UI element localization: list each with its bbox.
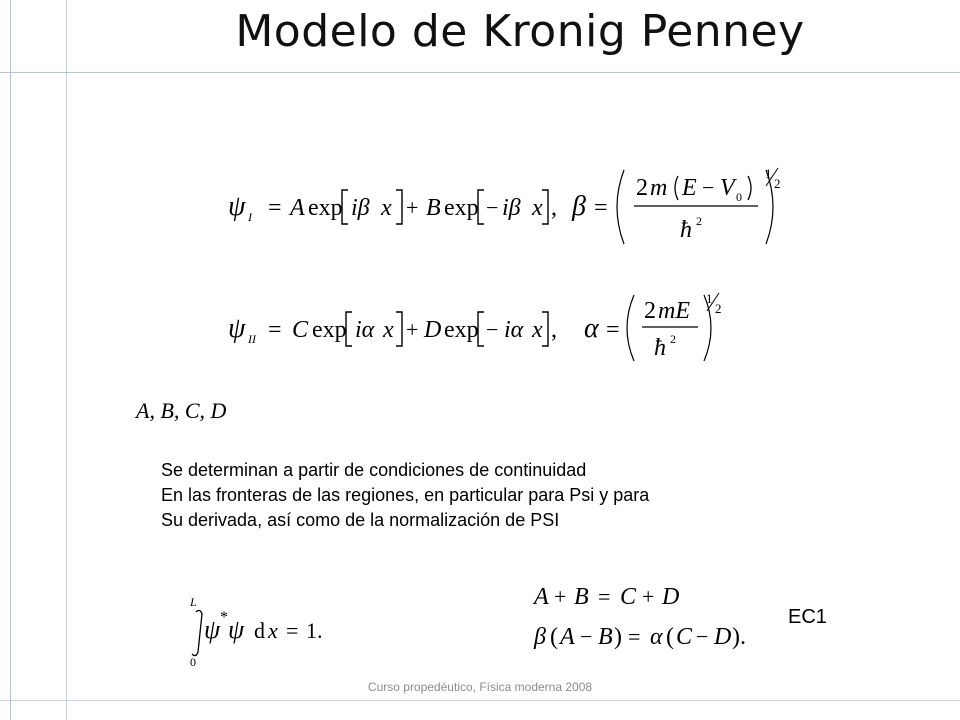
equation-label: EC1 — [788, 606, 827, 628]
svg-text:A: A — [560, 624, 575, 650]
svg-text:ψ: ψ — [204, 615, 221, 644]
svg-text:2: 2 — [670, 332, 676, 346]
svg-text:ħ: ħ — [654, 335, 666, 361]
svg-text:=: = — [268, 317, 282, 343]
svg-text:iβ: iβ — [351, 195, 370, 221]
svg-text:iα: iα — [355, 317, 375, 343]
svg-text:x: x — [383, 317, 394, 343]
svg-text:x: x — [532, 317, 543, 343]
svg-text:B: B — [598, 624, 613, 650]
svg-text:(: ( — [550, 624, 558, 650]
svg-text:E: E — [682, 175, 697, 201]
svg-text:−: − — [580, 624, 593, 649]
svg-text:0: 0 — [736, 190, 742, 204]
svg-text:A: A — [290, 195, 305, 221]
svg-text:,: , — [551, 195, 557, 221]
slide-title: Modelo de Kronig Penney — [235, 6, 805, 57]
svg-text:m: m — [650, 175, 668, 201]
svg-text:L: L — [190, 595, 197, 609]
svg-text:+: + — [554, 584, 567, 609]
svg-text:x: x — [268, 618, 278, 643]
boundary-equations — [530, 578, 780, 654]
svg-text:exp: exp — [444, 317, 479, 343]
svg-text:=: = — [628, 624, 641, 649]
svg-text:II: II — [248, 332, 256, 346]
svg-text:ψ: ψ — [228, 615, 245, 644]
text-line: En las fronteras de las regiones, en particular para Psi y para — [161, 485, 650, 505]
svg-text:C: C — [676, 624, 693, 650]
svg-text:mE: mE — [658, 298, 690, 324]
equation-psi-two — [220, 285, 740, 365]
svg-text:exp: exp — [312, 317, 347, 343]
svg-text:B: B — [426, 195, 441, 221]
svg-text:C: C — [620, 584, 637, 610]
svg-text:−: − — [702, 175, 715, 200]
svg-text:exp: exp — [308, 195, 343, 221]
svg-text:−: − — [696, 624, 709, 649]
svg-text:D: D — [714, 624, 732, 650]
svg-text:=: = — [286, 618, 299, 643]
svg-text:x: x — [532, 195, 543, 221]
svg-text:D: D — [662, 584, 680, 610]
svg-text:ψ: ψ — [228, 191, 246, 222]
svg-text:=: = — [594, 195, 608, 221]
svg-text:=: = — [268, 195, 282, 221]
svg-text:−: − — [486, 195, 499, 220]
svg-text:A: A — [534, 584, 549, 610]
svg-text:+: + — [642, 584, 655, 609]
svg-text:): ) — [614, 624, 622, 650]
slide-margin-line — [66, 0, 67, 720]
svg-text:D: D — [424, 317, 442, 343]
svg-text:0: 0 — [190, 655, 196, 669]
normalization-integral — [182, 590, 362, 670]
svg-text:).: ). — [732, 624, 746, 650]
footer-divider-line — [0, 700, 960, 701]
svg-text:ψ: ψ — [228, 313, 246, 344]
svg-text:x: x — [381, 195, 392, 221]
equation-psi-one — [220, 160, 800, 250]
svg-text:iα: iα — [504, 317, 524, 343]
svg-text:−: − — [486, 317, 499, 342]
svg-text:exp: exp — [444, 195, 479, 221]
text-line: Se determinan a partir de condiciones de continuidad — [161, 460, 587, 480]
svg-text:=: = — [606, 317, 620, 343]
svg-text:C: C — [292, 317, 309, 343]
svg-text:d: d — [254, 618, 265, 643]
svg-text:,: , — [551, 317, 557, 343]
svg-text:*: * — [220, 609, 228, 626]
svg-text:2: 2 — [644, 298, 656, 324]
svg-text:1: 1 — [706, 291, 713, 306]
svg-text:2: 2 — [636, 175, 648, 201]
slide-footer: Curso propedéutico, Física moderna 2008 — [367, 680, 593, 694]
slide-frame-line — [10, 0, 11, 720]
svg-text:iβ: iβ — [502, 195, 521, 221]
svg-text:β: β — [534, 624, 546, 650]
explanation-text — [161, 458, 649, 533]
svg-text:=: = — [598, 584, 611, 609]
svg-text:α: α — [650, 624, 663, 650]
svg-text:I: I — [248, 210, 252, 224]
svg-text:+: + — [406, 195, 419, 220]
svg-text:V: V — [720, 175, 735, 201]
svg-text:B: B — [574, 584, 589, 610]
svg-text:α: α — [584, 313, 599, 344]
text-line: Su derivada, así como de la normalización de PSI — [161, 510, 560, 530]
svg-text:2: 2 — [715, 301, 722, 316]
title-divider-line — [0, 72, 960, 73]
svg-text:1: 1 — [765, 166, 772, 181]
svg-text:(: ( — [666, 624, 674, 650]
coefficient-list: A, B, C, D — [136, 398, 227, 423]
svg-text:2: 2 — [696, 214, 702, 228]
svg-text:ħ: ħ — [680, 217, 692, 243]
svg-text:+: + — [406, 317, 419, 342]
svg-text:1.: 1. — [306, 618, 323, 643]
svg-text:β: β — [572, 191, 586, 222]
svg-text:2: 2 — [774, 176, 781, 191]
